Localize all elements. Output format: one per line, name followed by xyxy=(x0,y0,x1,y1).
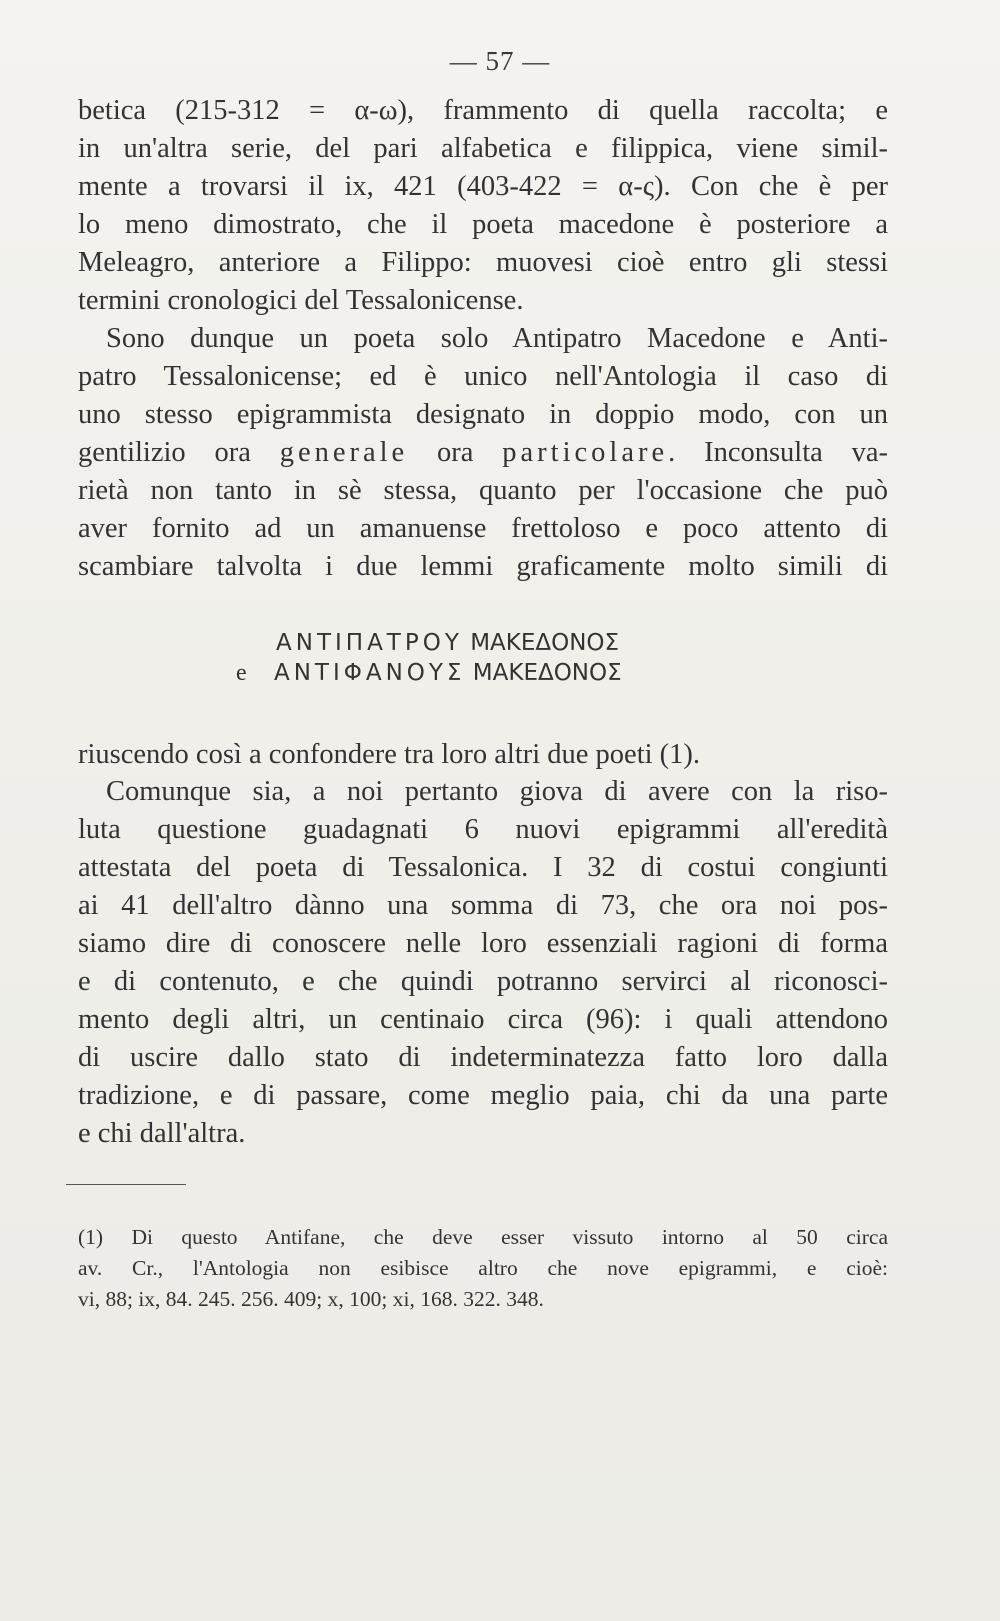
text-line: Comunque sia, a noi pertanto giova di avere con la riso- xyxy=(106,776,888,807)
text-line: mente a trovarsi il ix, 421 (403-422 = α-ς). Con che è per xyxy=(78,171,888,202)
text-line: Meleagro, anteriore a Filippo: muovesi cioè entro gli stessi xyxy=(78,247,888,278)
greek-line xyxy=(0,660,1000,687)
text-line: mento degli altri, un centinaio circa (96): i quali attendono xyxy=(78,1004,888,1035)
greek-name: ΑΝΤΙΠΑΤΡΟΥ xyxy=(276,630,463,656)
text-line: aver fornito ad un amanuense frettoloso e poco attento di xyxy=(78,513,888,544)
text-line: in un'altra serie, del pari alfabetica e filippica, viene simil- xyxy=(78,133,888,164)
text-line: ai 41 dell'altro dànno una somma di 73, che ora noi pos- xyxy=(78,890,888,921)
text-line: e chi dall'altra. xyxy=(78,1118,246,1149)
paragraph-1 xyxy=(78,92,888,320)
text-run: . Inconsulta va- xyxy=(668,437,889,468)
text-line: lo meno dimostrato, che il poeta macedone è posteriore a xyxy=(78,209,888,240)
paragraph-2 xyxy=(78,320,888,586)
paragraph-4 xyxy=(78,773,888,1153)
footnote-separator xyxy=(66,1184,186,1185)
footnote xyxy=(78,1222,888,1315)
footnote-line: (1) Di questo Antifane, che deve esser vissuto intorno al 50 circa xyxy=(78,1225,888,1249)
text-line: uno stesso epigrammista designato in doppio modo, con un xyxy=(78,399,888,430)
greek-name: ΜΑΚΕΔΟΝΟΣ xyxy=(470,630,620,656)
text-line: di uscire dallo stato di indeterminatezza fatto loro dalla xyxy=(78,1042,888,1073)
text-line: rietà non tanto in sè stessa, quanto per l'occasione che può xyxy=(78,475,888,506)
greek-name: ΑΝΤΙΦΑΝΟΥΣ xyxy=(273,660,466,686)
greek-line xyxy=(0,630,1000,656)
footnote-line: vi, 88; ix, 84. 245. 256. 409; x, 100; xi, 168. 322. 348. xyxy=(78,1287,544,1311)
text-line: scambiare talvolta i due lemmi graficamente molto simili di xyxy=(78,551,888,582)
greek-names-block xyxy=(0,630,1000,687)
text-line-spaced xyxy=(78,434,888,472)
text-line: attestata del poeta di Tessalonica. I 32 di costui congiunti xyxy=(78,852,888,883)
page-number: — 57 — xyxy=(449,46,551,76)
spaced-word: generale xyxy=(279,437,409,468)
text-line: betica (215-312 = α-ω), frammento di quella raccolta; e xyxy=(78,95,888,126)
text-run: ora xyxy=(408,437,503,468)
paragraph-3 xyxy=(78,736,888,774)
spaced-word: particolare xyxy=(502,437,669,468)
text-line: Sono dunque un poeta solo Antipatro Macedone e Anti- xyxy=(106,323,888,354)
text-line: luta questione guadagnati 6 nuovi epigrammi all'eredità xyxy=(78,814,888,845)
conjunction: e xyxy=(236,660,247,686)
text-line: riuscendo così a confondere tra loro altri due poeti (1). xyxy=(78,739,701,770)
text-line: patro Tessalonicense; ed è unico nell'Antologia il caso di xyxy=(78,361,888,392)
text-line: tradizione, e di passare, come meglio paia, chi da una parte xyxy=(78,1080,888,1111)
text-line: siamo dire di conoscere nelle loro essenziali ragioni di forma xyxy=(78,928,888,959)
text-run: gentilizio ora xyxy=(78,437,280,468)
footnote-line: av. Cr., l'Antologia non esibisce altro che nove epigrammi, e cioè: xyxy=(78,1256,888,1280)
text-line: e di contenuto, e che quindi potranno servirci al riconosci- xyxy=(78,966,888,997)
greek-name: ΜΑΚΕΔΟΝΟΣ xyxy=(472,660,622,686)
text-line: termini cronologici del Tessalonicense. xyxy=(78,285,524,316)
